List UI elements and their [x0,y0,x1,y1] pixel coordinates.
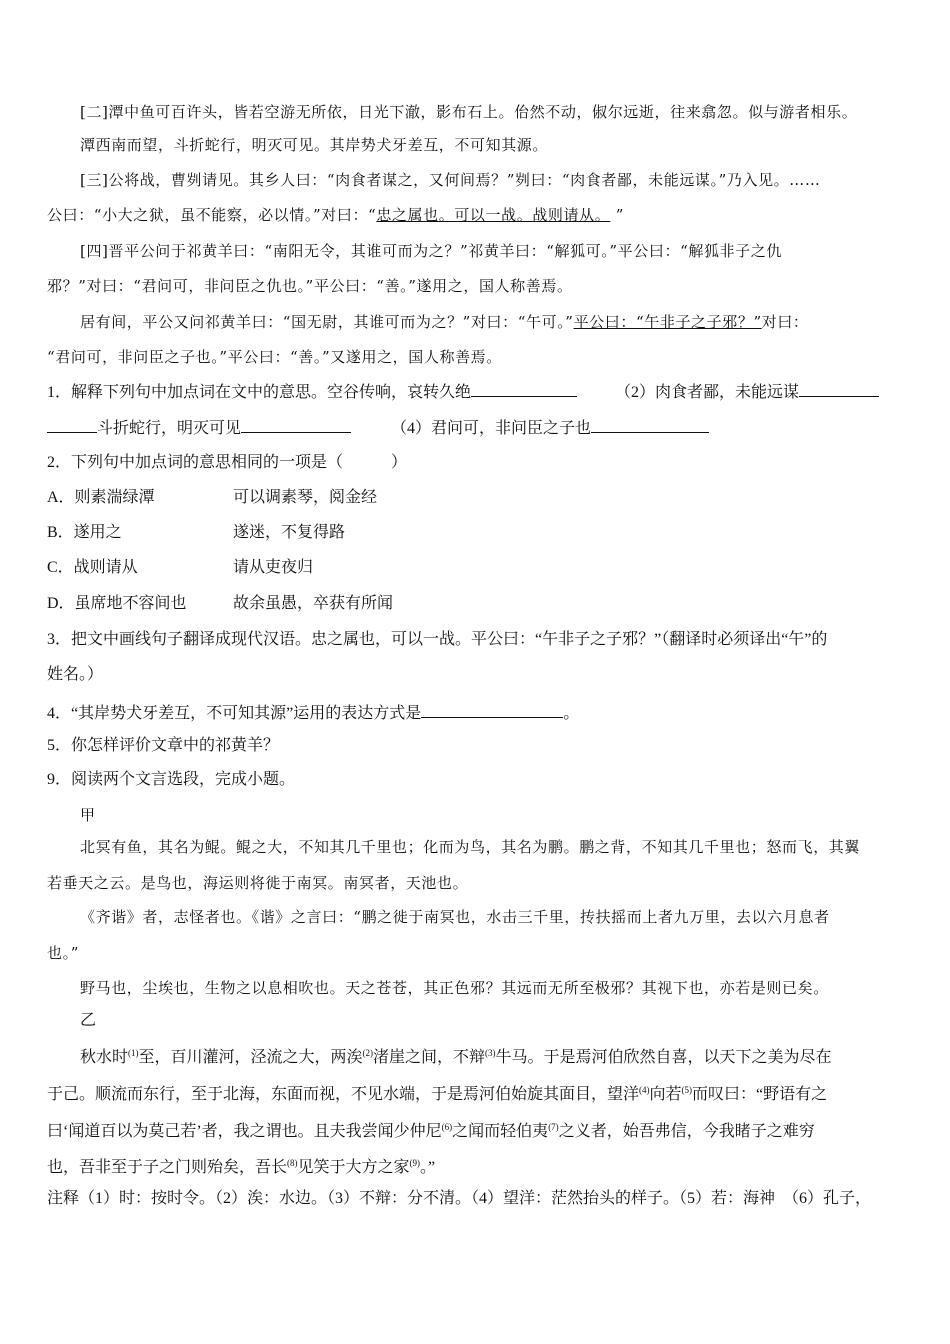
note-marker: (1) [128,1048,139,1058]
passage-para-5-line-2: “君问可，非问臣之子也。”平公曰：“善。”又遂用之，国人称善焉。 [47,348,502,366]
question-1-line-2 [47,416,907,440]
passage-text: 公曰：“小大之狱，虽不能察，必以情。”对曰：“ [47,206,377,224]
option-a[interactable] [47,487,907,509]
option-left: C．战则请从 [47,559,138,576]
note-marker: (5) [681,1085,693,1095]
answer-blank[interactable] [241,416,351,433]
passage-yi-line-3 [47,1116,907,1143]
note-marker: (8) [287,1158,298,1168]
question-9: 9．阅读两个文言选段，完成小题。 [47,771,296,788]
passage-para-3-line-2 [47,204,907,226]
option-d[interactable] [47,593,907,615]
option-left: A．则素湍绿潭 [47,489,155,506]
question-3-line-1: 3．把文中画线句子翻译成现代汉语。忠之属也，可以一战。平公曰：“午非子之子邪？”（翻译时必须译出“午”的 [47,631,828,648]
annotation-notes: 注释（1）时：按时令。（2）涘：水边。（3）不辩：分不清。（4）望洋：茫然抬头的样子。（5）若：海神 （6）孔子， [47,1190,872,1207]
passage-yi-line-1 [80,1042,907,1069]
answer-blank[interactable] [799,380,879,397]
passage-para-5-line-1 [80,311,907,333]
question-text: 。 [563,705,580,722]
passage-text: 秋水时 [80,1049,129,1066]
passage-jia-line-5: 野马也，尘埃也，生物之以息相吹也。天之苍苍，其正色邪？其远而无所至极邪？其视下也，亦若是则已矣。 [80,979,829,997]
answer-blank[interactable] [471,380,577,397]
passage-text: ” [610,206,624,224]
passage-jia-line-3: 《齐谐》者，志怪者也。《谐》之言曰：“鹏之徙于南冥也，水击三千里，抟扶摇而上者九万里，去以六月息者 [80,908,830,926]
passage-para-2-line-2: 潭西南而望，斗折蛇行，明灭可见。其岸势犬牙差互，不可知其源。 [80,136,549,154]
option-c[interactable] [47,557,907,579]
option-right: 遂迷，不复得路 [233,524,346,541]
note-marker: (6) [441,1122,453,1132]
question-1-line-1 [47,380,907,404]
note-marker: (9) [409,1158,421,1168]
passage-yi-line-2 [47,1079,907,1106]
passage-jia-line-2: 若垂天之云。是鸟也，海运则将徙于南冥。南冥者，天池也。 [47,874,469,892]
passage-text: 对曰： [761,313,809,331]
passage-text: 向若 [649,1086,682,1103]
question-3-line-2: 姓名。） [47,666,104,683]
question-5: 5．你怎样评价文章中的祁黄羊？ [47,737,280,754]
passage-text: 之义者，始吾弗信，今我睹子之难穷 [558,1123,815,1140]
passage-jia-line-4: 也。” [47,944,79,962]
option-b[interactable] [47,522,907,544]
passage-text: 曰‘闻道百以为莫己若’者，我之谓也。且夫我尝闻少仲尼 [47,1123,442,1140]
question-text: 斗折蛇行，明灭可见 [97,420,242,437]
note-marker: (7) [548,1122,559,1132]
answer-blank[interactable] [421,701,563,718]
passage-para-4-line-1: [四]晋平公问于祁黄羊曰：“南阳无令，其谁可而为之？”祁黄羊曰：“解狐可。”平公曰：“解狐非子之仇 [80,242,782,260]
option-left: B．遂用之 [47,524,122,541]
question-text: 1．解释下列句中加点词在文中的意思。空谷传响，哀转久绝 [47,384,472,401]
passage-yi-line-4 [47,1152,907,1179]
question-text: （4）君问可，非问臣之子也 [391,420,592,437]
passage-text: 于己。顺流而东行，至于北海，东面而视，不见水端，于是焉河伯始旋其面目，望洋 [47,1086,640,1103]
passage-text: 之闻而轻伯夷 [452,1123,549,1140]
passage-jia-line-1: 北冥有鱼，其名为鲲。鲲之大，不知其几千里也；化而为鸟，其名为鹏。鹏之背，不知其几千里也；怒而飞，其翼 [80,838,861,856]
passage-para-4-line-2: 邪？”对曰：“君问可，非问臣之仇也。”平公曰：“善。”遂用之，国人称善焉。 [47,277,573,295]
section-label-jia: 甲 [80,806,96,824]
passage-text: 也，吾非至于子之门则殆矣，吾长 [47,1159,288,1176]
question-text: （2）肉食者鄙，未能远谋 [615,384,800,401]
option-right: 故余虽愚，卒获有所闻 [233,595,394,612]
section-label-yi: 乙 [80,1012,97,1029]
passage-text: 牛马。于是焉河伯欣然自喜，以天下之美为尽在 [495,1049,832,1066]
question-text: 4．“其岸势犬牙差互，不可知其源”运用的表达方式是 [47,705,422,722]
passage-text: 而叹曰：“野语有之 [692,1086,828,1103]
answer-blank[interactable] [47,416,97,433]
option-right: 请从吏夜归 [233,559,314,576]
passage-para-2-line-1: [二]潭中鱼可百许头，皆若空游无所依，日光下澈，影布石上。佁然不动，俶尔远逝，往来翕忽。似与游者相乐。 [80,103,858,121]
passage-text: 居有间，平公又问祁黄羊曰：“国无尉，其谁可而为之？”对曰：“午可。” [80,313,574,331]
underlined-sentence: 平公曰：“午非子之子邪？” [573,313,762,331]
option-left: D．虽席地不容间也 [47,595,187,612]
passage-text: 。” [420,1159,436,1176]
underlined-sentence: 忠之属也。可以一战。战则请从。 [376,206,611,224]
passage-text: 至，百川灌河，泾流之大，两涘 [138,1049,363,1066]
answer-blank[interactable] [591,416,709,433]
question-2: 2．下列句中加点词的意思相同的一项是（ ） [47,454,408,471]
note-marker: (2) [362,1048,374,1058]
note-marker: (3) [485,1048,496,1058]
option-right: 可以调素琴，阅金经 [233,489,378,506]
passage-text: 见笑于大方之家 [297,1159,410,1176]
note-marker: (4) [639,1085,650,1095]
question-4 [47,701,907,725]
passage-para-3-line-1: [三]公将战，曹刿请见。其乡人曰：“肉食者谋之，又何间焉？”刿曰：“肉食者鄙，未能远谋。”乃入见。…… [80,171,821,189]
passage-text: 渚崖之间，不辩 [373,1049,486,1066]
